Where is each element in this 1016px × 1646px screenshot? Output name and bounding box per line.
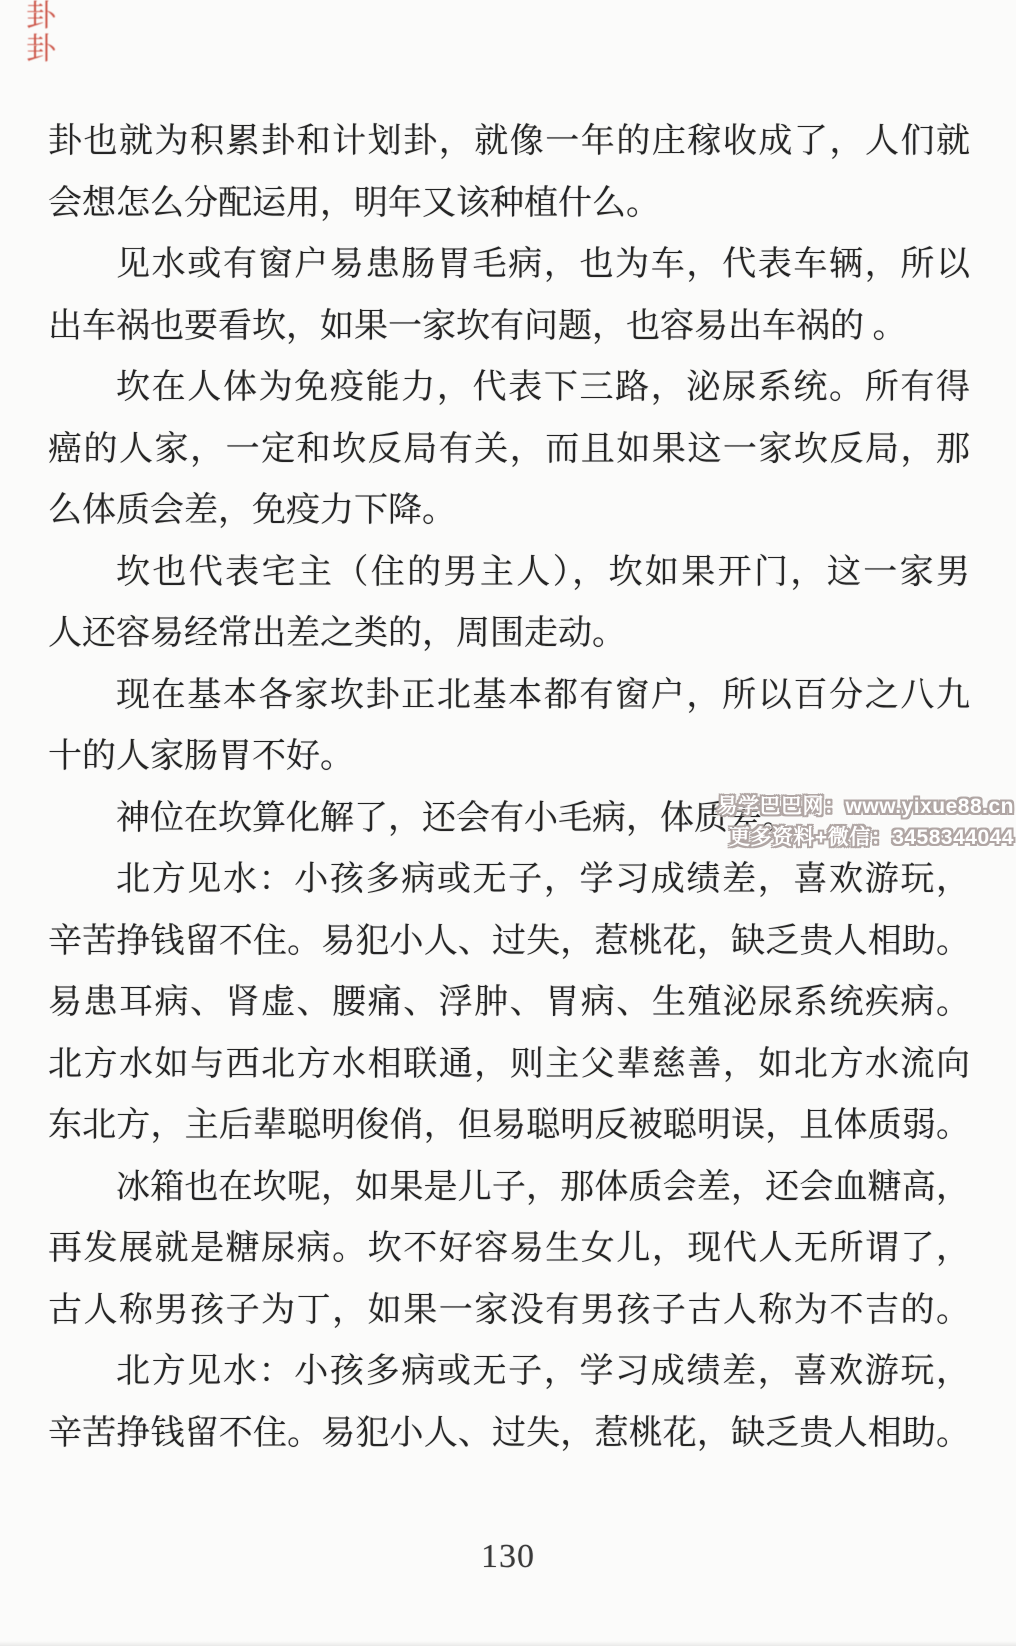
text-line: 么体质会差，免疫力下降。 [48, 492, 456, 529]
text-line: 辛苦挣钱留不住。易犯小人、过失，惹桃花，缺乏贵人相助。 [48, 922, 970, 960]
red-stamp-top: 卦 [26, 0, 56, 33]
text-line: 会想怎么分配运用，明年又该种植什么。 [48, 184, 660, 222]
red-stamp-bottom: 卦 [26, 33, 56, 66]
text-line: 易患耳病、肾虚、腰痛、浮肿、胃病、生殖泌尿系统疾病。 [48, 984, 970, 1021]
text-line: 北方见水：小孩多病或无子，学习成绩差，喜欢游玩， [116, 861, 970, 898]
text-line: 冰箱也在坎呢，如果是儿子，那体质会差，还会血糖高， [116, 1168, 970, 1206]
text-line: 十的人家肠胃不好。 [48, 738, 354, 775]
text-line: 人还容易经常出差之类的，周围走动。 [48, 615, 626, 652]
text-line: 坎在人体为免疫能力，代表下三路，泌尿系统。所有得 [116, 369, 970, 406]
red-stamp-marks [26, 2, 56, 65]
text-line: 神位在坎算化解了，还会有小毛病，体质差。 [116, 799, 796, 837]
text-line: 古人称男孩子为丁，如果一家没有男孩子古人称为不吉的。 [48, 1291, 970, 1329]
text-line: 辛苦挣钱留不住。易犯小人、过失，惹桃花，缺乏贵人相助。 [48, 1414, 970, 1452]
text-line: 东北方，主后辈聪明俊俏，但易聪明反被聪明误，且体质弱。 [48, 1107, 970, 1144]
text-line: 北方水如与西北方水相联通，则主父辈慈善，如北方水流向 [48, 1045, 970, 1083]
text-line: 坎也代表宅主（住的男主人），坎如果开门，这一家男 [116, 553, 970, 591]
text-line: 癌的人家，一定和坎反局有关，而且如果这一家坎反局，那 [48, 430, 970, 468]
text-line: 出车祸也要看坎，如果一家坎有问题，也容易出车祸的 。 [48, 307, 907, 345]
text-line: 再发展就是糖尿病。坎不好容易生女儿，现代人无所谓了， [48, 1230, 970, 1267]
watermark-wechat-line: 更多资料+微信：3458344044 [728, 826, 1014, 849]
text-line: 现在基本各家坎卦正北基本都有窗户，所以百分之八九 [116, 676, 970, 714]
page-number: 130 [481, 1538, 535, 1575]
page-body [48, 111, 970, 1464]
watermark-site-line: 易学巴巴网：www.yixue88.cn [716, 795, 1014, 818]
watermark [717, 791, 1014, 853]
text-line: 北方见水：小孩多病或无子，学习成绩差，喜欢游玩， [116, 1353, 970, 1390]
text-line: 卦也就为积累卦和计划卦，就像一年的庄稼收成了，人们就 [48, 123, 970, 160]
text-line: 见水或有窗户易患肠胃毛病，也为车，代表车辆，所以 [116, 246, 970, 283]
